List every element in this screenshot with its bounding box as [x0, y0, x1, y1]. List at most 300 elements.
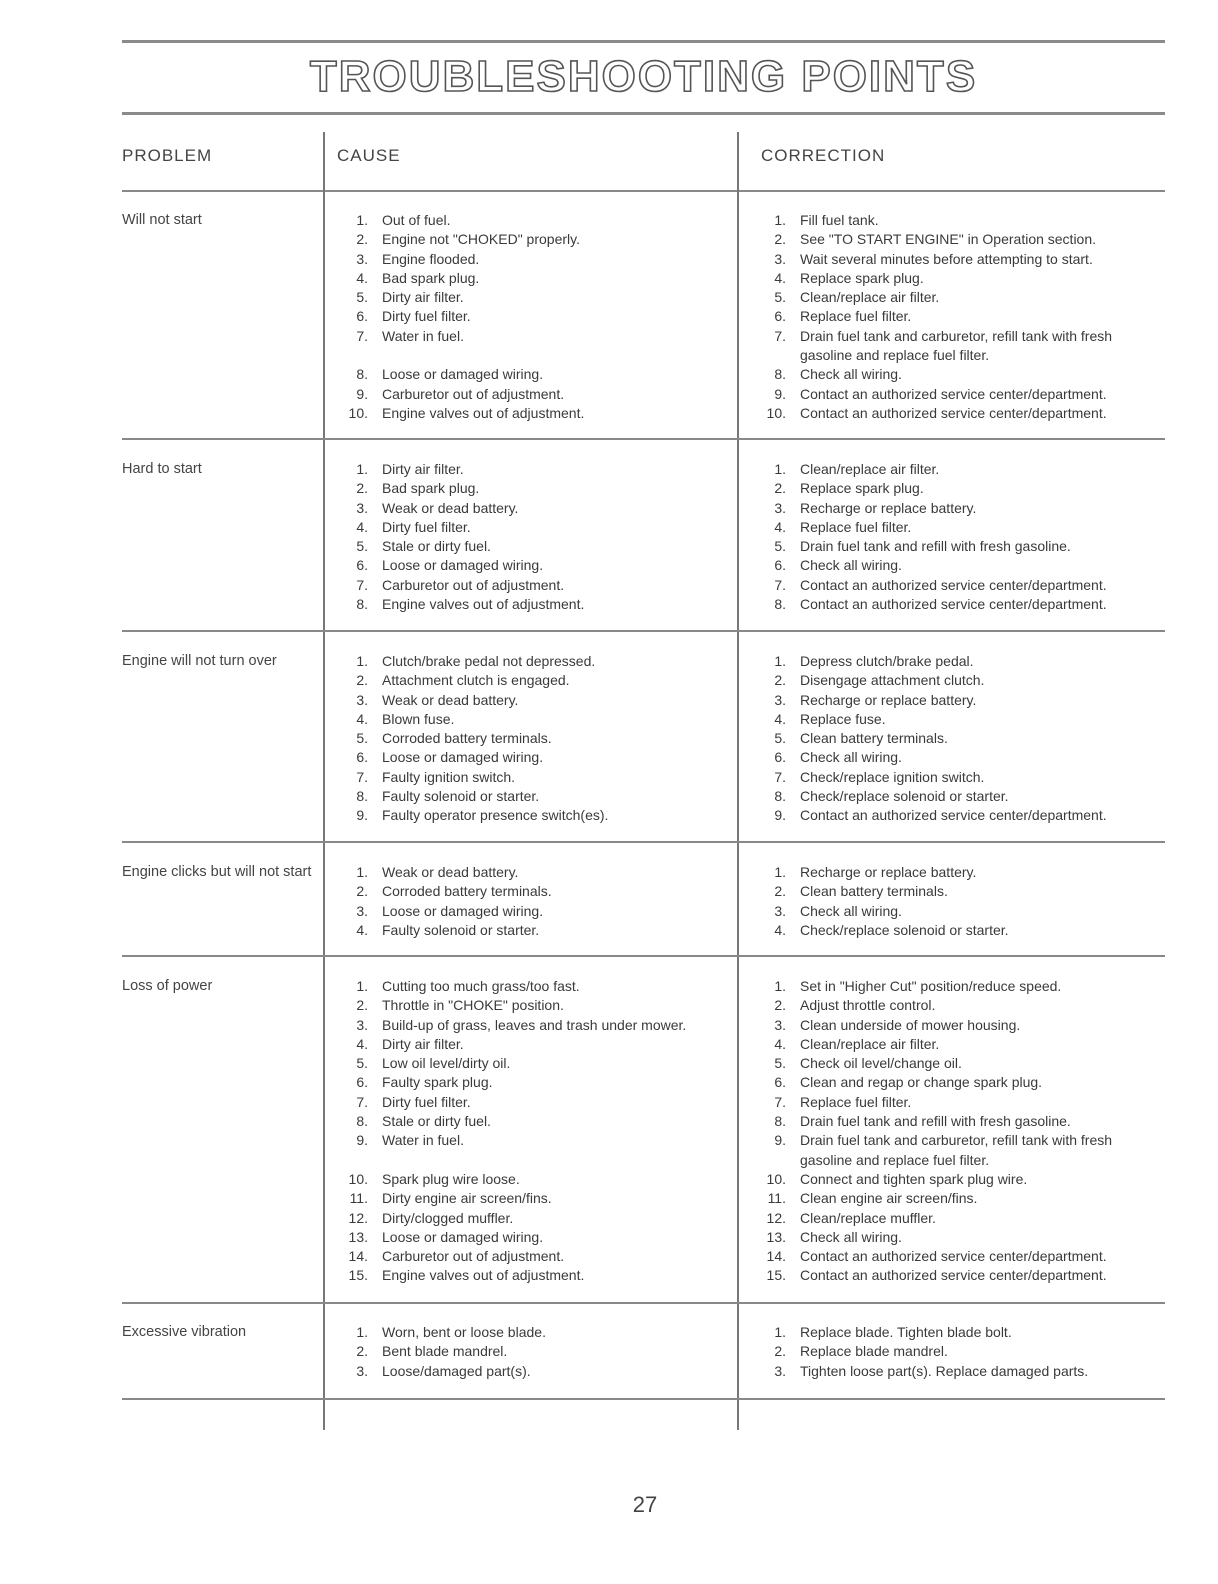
item-text: Bad spark plug.	[382, 480, 480, 497]
correction-column-divider	[737, 132, 739, 1430]
item-number: 5.	[774, 730, 786, 747]
item-number: 6.	[356, 749, 368, 766]
item-text: Engine valves out of adjustment.	[382, 1267, 585, 1284]
problem-label: Excessive vibration	[122, 1324, 247, 1340]
list-item	[750, 748, 1160, 767]
item-text: Bad spark plug.	[382, 269, 480, 286]
item-text: Replace fuel filter.	[800, 518, 912, 535]
list-item	[332, 921, 732, 940]
item-number: 9.	[356, 1132, 368, 1149]
list-item	[750, 269, 1160, 288]
item-number: 3.	[774, 902, 786, 919]
item-number: 5.	[356, 289, 368, 306]
item-text: Blown fuse.	[382, 710, 455, 727]
item-text: Faulty ignition switch.	[382, 768, 516, 785]
item-number: 12.	[348, 1209, 368, 1226]
item-text: Engine flooded.	[382, 250, 480, 267]
item-number: 3.	[356, 250, 368, 267]
list-item	[750, 806, 1160, 825]
item-number: 7.	[356, 1093, 368, 1110]
item-text: Set in "Higher Cut" position/reduce speed.	[800, 978, 1062, 994]
item-text: Replace spark plug.	[800, 269, 924, 286]
item-text: Worn, bent or loose blade.	[382, 1324, 546, 1340]
item-text: Adjust throttle control.	[800, 997, 936, 1014]
list-item	[750, 768, 1160, 787]
item-number: 2.	[774, 480, 786, 497]
list-item	[332, 1247, 732, 1266]
list-item	[750, 1189, 1160, 1208]
cause-list	[332, 977, 732, 1286]
list-item	[750, 307, 1160, 326]
item-number: 8.	[356, 596, 368, 613]
item-text: Loose or damaged wiring.	[382, 902, 544, 919]
item-number: 4.	[356, 518, 368, 535]
list-item	[332, 269, 732, 288]
item-text: Loose or damaged wiring.	[382, 366, 544, 383]
list-item	[750, 691, 1160, 710]
list-item	[750, 1362, 1160, 1381]
item-number: 2.	[774, 231, 786, 248]
item-number: 6.	[356, 1074, 368, 1091]
list-item	[750, 576, 1160, 595]
item-number: 5.	[774, 538, 786, 555]
item-text: Wait several minutes before attempting to start.	[800, 250, 1093, 267]
list-item	[750, 1073, 1160, 1092]
list-item	[332, 595, 732, 614]
list-item	[332, 250, 732, 269]
item-text: Low oil level/dirty oil.	[382, 1055, 511, 1072]
correction-list	[750, 1323, 1160, 1381]
item-text: Clean/replace air filter.	[800, 289, 940, 306]
item-number: 2.	[774, 1343, 786, 1360]
list-item	[332, 1131, 732, 1170]
item-number: 8.	[774, 366, 786, 383]
item-number: 4.	[356, 1035, 368, 1052]
item-text: Check all wiring.	[800, 749, 902, 766]
list-item	[750, 288, 1160, 307]
item-text: Check/replace solenoid or starter.	[800, 921, 1009, 938]
item-number: 14.	[766, 1248, 786, 1265]
item-number: 15.	[766, 1267, 786, 1284]
item-text: Water in fuel.	[382, 1132, 464, 1149]
item-number: 6.	[774, 749, 786, 766]
list-item	[750, 1323, 1160, 1342]
list-item	[332, 365, 732, 384]
item-text: Build-up of grass, leaves and trash under mower.	[382, 1016, 687, 1033]
item-text: Weak or dead battery.	[382, 864, 519, 880]
item-text: Spark plug wire loose.	[382, 1170, 520, 1187]
list-item	[332, 1362, 732, 1381]
item-text: Corroded battery terminals.	[382, 883, 552, 900]
list-item	[750, 671, 1160, 690]
item-number: 11.	[349, 1190, 368, 1207]
item-text: Carburetor out of adjustment.	[382, 576, 565, 593]
list-item	[332, 230, 732, 249]
item-number: 3.	[774, 250, 786, 267]
item-text: Clean battery terminals.	[800, 730, 948, 747]
item-text: Check/replace solenoid or starter.	[800, 788, 1009, 805]
list-item	[332, 729, 732, 748]
list-item	[332, 1189, 732, 1208]
list-item	[332, 537, 732, 556]
item-text: Replace spark plug.	[800, 480, 924, 497]
cause-column-divider	[323, 132, 325, 1430]
item-number: 4.	[774, 1035, 786, 1052]
item-number: 5.	[356, 1055, 368, 1072]
list-item	[332, 768, 732, 787]
item-number: 1.	[356, 1324, 368, 1340]
list-item	[750, 882, 1160, 901]
item-number: 10.	[348, 404, 368, 421]
item-number: 1.	[356, 864, 368, 880]
section-separator	[122, 955, 1165, 957]
item-number: 3.	[774, 1362, 786, 1379]
item-text: Contact an authorized service center/department.	[800, 404, 1107, 421]
item-number: 1.	[774, 864, 786, 880]
list-item	[332, 288, 732, 307]
problem-label: Engine clicks but will not start	[122, 864, 312, 880]
list-item	[750, 327, 1160, 366]
list-item	[750, 404, 1160, 423]
item-text: Contact an authorized service center/department.	[800, 596, 1107, 613]
list-item	[332, 1323, 732, 1342]
item-number: 7.	[356, 327, 368, 344]
item-text: Weak or dead battery.	[382, 691, 519, 708]
item-number: 9.	[356, 385, 368, 402]
list-item	[332, 806, 732, 825]
item-number: 4.	[356, 921, 368, 938]
item-text: Faulty spark plug.	[382, 1074, 493, 1091]
item-text: Bent blade mandrel.	[382, 1343, 508, 1360]
cause-list	[332, 1323, 732, 1381]
item-number: 2.	[356, 883, 368, 900]
cause-list	[332, 863, 732, 940]
item-number: 3.	[356, 902, 368, 919]
item-text: Loose or damaged wiring.	[382, 749, 544, 766]
item-text: Replace fuse.	[800, 710, 886, 727]
list-item	[750, 230, 1160, 249]
list-item	[332, 211, 732, 230]
correction-header: CORRECTION	[761, 146, 886, 165]
list-item	[332, 1228, 732, 1247]
item-text: Out of fuel.	[382, 212, 451, 228]
item-text: Replace fuel filter.	[800, 308, 912, 325]
item-number: 5.	[356, 730, 368, 747]
item-text: Fill fuel tank.	[800, 212, 879, 228]
item-number: 6.	[774, 1074, 786, 1091]
item-number: 12.	[766, 1209, 786, 1226]
item-number: 4.	[774, 710, 786, 727]
item-number: 8.	[356, 1113, 368, 1130]
item-number: 1.	[356, 461, 368, 477]
list-item	[750, 1093, 1160, 1112]
item-text: Recharge or replace battery.	[800, 499, 977, 516]
problem-label: Engine will not turn over	[122, 653, 277, 669]
item-text: Contact an authorized service center/department.	[800, 807, 1107, 824]
item-number: 5.	[356, 538, 368, 555]
item-text: Dirty engine air screen/fins.	[382, 1190, 552, 1207]
list-item	[332, 1342, 732, 1361]
list-item	[750, 365, 1160, 384]
item-number: 2.	[774, 997, 786, 1014]
item-text: Replace blade mandrel.	[800, 1343, 948, 1360]
item-text: Dirty air filter.	[382, 1035, 464, 1052]
item-text: Connect and tighten spark plug wire.	[800, 1170, 1028, 1187]
item-number: 2.	[774, 883, 786, 900]
list-item	[750, 518, 1160, 537]
item-number: 1.	[774, 461, 786, 477]
item-number: 1.	[774, 978, 786, 994]
item-text: Engine not "CHOKED" properly.	[382, 231, 580, 248]
list-item	[332, 460, 732, 479]
item-number: 4.	[356, 710, 368, 727]
list-item	[750, 729, 1160, 748]
section-separator	[122, 438, 1165, 440]
item-number: 8.	[774, 788, 786, 805]
item-text: Clean/replace muffler.	[800, 1209, 936, 1226]
list-item	[332, 327, 732, 366]
problem-label: Loss of power	[122, 978, 213, 994]
list-item	[750, 1342, 1160, 1361]
list-item	[750, 1247, 1160, 1266]
list-item	[750, 479, 1160, 498]
item-number: 1.	[774, 1324, 786, 1340]
item-text: Clean battery terminals.	[800, 883, 948, 900]
item-text: Dirty fuel filter.	[382, 1093, 471, 1110]
list-item	[750, 1228, 1160, 1247]
item-number: 7.	[356, 768, 368, 785]
correction-list	[750, 460, 1160, 614]
item-number: 2.	[356, 672, 368, 689]
list-item	[332, 556, 732, 575]
item-number: 7.	[774, 1093, 786, 1110]
item-number: 2.	[356, 231, 368, 248]
list-item	[332, 1016, 732, 1035]
list-item	[750, 863, 1160, 882]
item-number: 5.	[774, 289, 786, 306]
list-item	[750, 787, 1160, 806]
item-number: 7.	[356, 576, 368, 593]
cause-list	[332, 652, 732, 826]
list-item	[332, 1266, 732, 1285]
page-title: TROUBLESHOOTING POINTS	[309, 52, 978, 101]
item-number: 4.	[774, 518, 786, 535]
section-separator	[122, 1302, 1165, 1304]
list-item	[750, 1131, 1160, 1170]
list-item	[750, 595, 1160, 614]
item-text: Check all wiring.	[800, 366, 902, 383]
item-text: Corroded battery terminals.	[382, 730, 552, 747]
item-number: 7.	[774, 768, 786, 785]
item-number: 1.	[774, 653, 786, 669]
item-number: 9.	[774, 1132, 786, 1149]
correction-list	[750, 863, 1160, 940]
list-item	[332, 1054, 732, 1073]
item-text: Cutting too much grass/too fast.	[382, 978, 580, 994]
list-item	[332, 1073, 732, 1092]
list-item	[332, 652, 732, 671]
list-item	[750, 1266, 1160, 1285]
item-text: Depress clutch/brake pedal.	[800, 653, 974, 669]
title-underline-rule	[122, 112, 1165, 115]
item-text: Clean underside of mower housing.	[800, 1016, 1021, 1033]
item-text: Contact an authorized service center/department.	[800, 1267, 1107, 1284]
item-text: Recharge or replace battery.	[800, 864, 977, 880]
item-number: 9.	[774, 807, 786, 824]
list-item	[332, 499, 732, 518]
list-item	[332, 518, 732, 537]
section-separator	[122, 630, 1165, 632]
item-number: 3.	[356, 1362, 368, 1379]
item-text: Clean engine air screen/fins.	[800, 1190, 978, 1207]
list-item	[750, 499, 1160, 518]
list-item	[332, 996, 732, 1015]
list-item	[750, 537, 1160, 556]
page-number: 27	[632, 1492, 658, 1517]
list-item	[332, 710, 732, 729]
item-number: 3.	[356, 499, 368, 516]
item-number: 1.	[356, 212, 368, 228]
item-text: Clean/replace air filter.	[800, 1035, 940, 1052]
item-text: Contact an authorized service center/department.	[800, 576, 1107, 593]
cause-header: CAUSE	[337, 146, 401, 165]
list-item	[332, 977, 732, 996]
item-text: Loose or damaged wiring.	[382, 1228, 544, 1245]
item-number: 6.	[774, 557, 786, 574]
item-text: Clutch/brake pedal not depressed.	[382, 653, 596, 669]
item-text: Faulty solenoid or starter.	[382, 921, 540, 938]
item-number: 3.	[356, 691, 368, 708]
list-item	[750, 385, 1160, 404]
item-number: 11.	[767, 1190, 786, 1207]
item-number: 15.	[348, 1267, 368, 1284]
item-number: 10.	[766, 404, 786, 421]
item-number: 5.	[774, 1055, 786, 1072]
item-text: Attachment clutch is engaged.	[382, 672, 570, 689]
item-text: Weak or dead battery.	[382, 499, 519, 516]
item-text: Stale or dirty fuel.	[382, 1113, 491, 1130]
list-item	[750, 902, 1160, 921]
top-rule	[122, 40, 1165, 43]
list-item	[750, 977, 1160, 996]
list-item	[750, 710, 1160, 729]
item-text: Loose/damaged part(s).	[382, 1362, 531, 1379]
list-item	[750, 1112, 1160, 1131]
item-text: Throttle in "CHOKE" position.	[382, 997, 564, 1014]
section-separator	[122, 841, 1165, 843]
list-item	[750, 652, 1160, 671]
list-item	[332, 479, 732, 498]
list-item	[332, 1112, 732, 1131]
item-text: Water in fuel.	[382, 327, 464, 344]
item-text: Faulty operator presence switch(es).	[382, 807, 609, 824]
item-number: 3.	[774, 499, 786, 516]
item-text: Drain fuel tank and carburetor, refill tank with fresh gasoline and replace fuel filter.	[800, 327, 1113, 364]
item-number: 10.	[348, 1170, 368, 1187]
item-number: 1.	[774, 212, 786, 228]
item-number: 7.	[774, 576, 786, 593]
item-number: 3.	[356, 1016, 368, 1033]
item-number: 4.	[356, 269, 368, 286]
item-text: Engine valves out of adjustment.	[382, 404, 585, 421]
item-number: 2.	[356, 480, 368, 497]
item-text: Check all wiring.	[800, 1228, 902, 1245]
item-text: Contact an authorized service center/department.	[800, 385, 1107, 402]
list-item	[332, 748, 732, 767]
list-item	[750, 460, 1160, 479]
list-item	[332, 882, 732, 901]
item-number: 2.	[774, 672, 786, 689]
list-item	[750, 250, 1160, 269]
item-text: Dirty/clogged muffler.	[382, 1209, 514, 1226]
item-text: Faulty solenoid or starter.	[382, 788, 540, 805]
item-number: 6.	[774, 308, 786, 325]
list-item	[332, 1209, 732, 1228]
list-item	[750, 1016, 1160, 1035]
list-item	[750, 1054, 1160, 1073]
item-number: 8.	[774, 1113, 786, 1130]
item-number: 2.	[356, 1343, 368, 1360]
item-text: Engine valves out of adjustment.	[382, 596, 585, 613]
item-number: 8.	[356, 366, 368, 383]
list-item	[332, 385, 732, 404]
correction-list	[750, 652, 1160, 826]
item-number: 9.	[356, 807, 368, 824]
item-text: Stale or dirty fuel.	[382, 538, 491, 555]
list-item	[332, 1035, 732, 1054]
item-number: 8.	[774, 596, 786, 613]
list-item	[750, 211, 1160, 230]
list-item	[332, 307, 732, 326]
item-text: Check all wiring.	[800, 902, 902, 919]
item-number: 6.	[356, 557, 368, 574]
item-text: Dirty air filter.	[382, 289, 464, 306]
item-text: Check oil level/change oil.	[800, 1055, 962, 1072]
list-item	[750, 996, 1160, 1015]
item-text: Loose or damaged wiring.	[382, 557, 544, 574]
item-number: 13.	[766, 1228, 786, 1245]
item-text: Drain fuel tank and refill with fresh gasoline.	[800, 538, 1071, 555]
problem-header: PROBLEM	[122, 146, 213, 165]
item-number: 1.	[356, 653, 368, 669]
item-text: Carburetor out of adjustment.	[382, 385, 565, 402]
list-item	[750, 556, 1160, 575]
header-separator	[122, 190, 1165, 192]
item-text: Dirty fuel filter.	[382, 308, 471, 325]
item-text: Replace fuel filter.	[800, 1093, 912, 1110]
item-number: 14.	[348, 1248, 368, 1265]
correction-list	[750, 211, 1160, 423]
item-number: 6.	[356, 308, 368, 325]
list-item	[332, 863, 732, 882]
list-item	[750, 1209, 1160, 1228]
bottom-separator	[122, 1398, 1165, 1400]
item-text: Dirty fuel filter.	[382, 518, 471, 535]
item-text: Check all wiring.	[800, 557, 902, 574]
item-text: Contact an authorized service center/department.	[800, 1248, 1107, 1265]
list-item	[332, 576, 732, 595]
list-item	[332, 671, 732, 690]
list-item	[332, 691, 732, 710]
item-text: Check/replace ignition switch.	[800, 768, 985, 785]
cause-list	[332, 460, 732, 614]
item-text: Replace blade. Tighten blade bolt.	[800, 1324, 1012, 1340]
item-number: 2.	[356, 997, 368, 1014]
item-number: 10.	[766, 1170, 786, 1187]
list-item	[750, 1170, 1160, 1189]
item-number: 1.	[356, 978, 368, 994]
item-text: Drain fuel tank and carburetor, refill tank with fresh gasoline and replace fuel filter.	[800, 1132, 1113, 1168]
